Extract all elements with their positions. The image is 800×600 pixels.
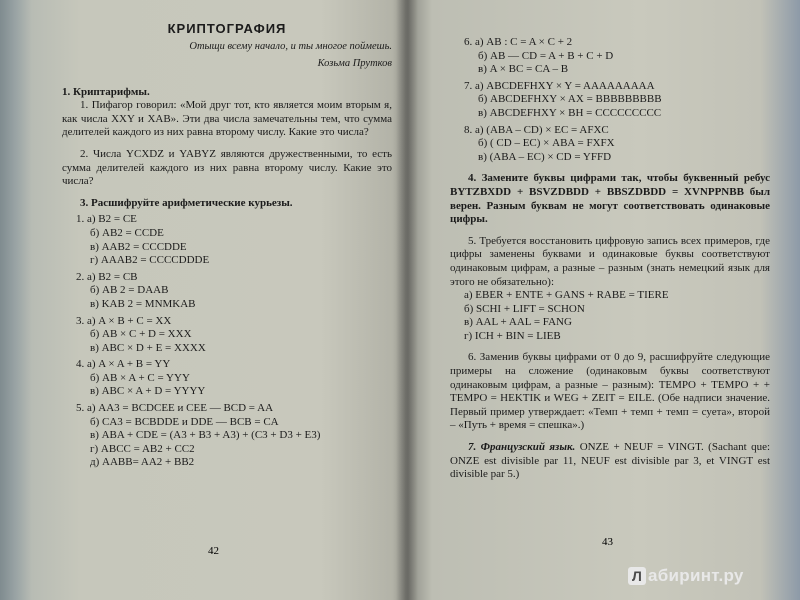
task-7 [450,441,770,482]
equation-line: 3. а) A × B + C = XX [76,314,172,327]
right-equation-groups [450,36,770,164]
equation-line: д) AABB= AA2 + BB2 [90,456,195,469]
book-spine [396,0,418,600]
equation-line: 7. а) ABCDEFHXY × Y = AAAAAAAAA [464,79,655,92]
equation-line: 5. а) AA3 = BCDCEE и CEE — BCD = AA [76,402,274,415]
left-equation-group [62,315,392,356]
left-page-number: 42 [208,545,219,557]
equation-line: 2. а) B2 = CB [76,270,138,283]
task-5-text: 5. Требуется восстановить цифровую запись всех примеров, где цифры заменены буквами и одинаковые буквы соответствуют одинаковым цифрам, а разные – разным (знать немецкий язык для этого не обязательно): [450,234,770,288]
equation-line: в) ABA + CDE = (A3 + B3 + A3) + (C3 + D3 + E3) [90,429,321,442]
equation-line: б) ABCDEFHXY × AX = BBBBBBBBB [478,93,662,106]
equation-line: б) CA3 = BCBDDE и DDE — BCB = CA [90,415,279,428]
right-equation-group [450,124,770,165]
task-7-text: ONZE + NEUF = VINGT. (Sachant que: ONZE est divisible par 11, NEUF est divisible par 3, et VINGT est divisible par 5.) [450,441,771,481]
equation-line: 8. а) (ABA – CD) × EC = AFXC [464,123,609,136]
right-page [450,0,770,482]
epigraph-quote: Отыщи всему начало, и ты многое поймешь. [189,40,392,52]
task-5-item: а) EBER + ENTE + GANS + RABE = TIERE [464,289,669,302]
task-5-item: в) AAL + AAL = FANG [464,316,572,329]
left-page [62,0,392,470]
equation-line: б) AB × A + C = YYY [90,371,190,384]
equation-line: 4. а) A × A + B = YY [76,358,171,371]
equation-line: в) A × BC = CA – B [478,63,569,76]
equation-line: г) ABCC = AB2 + CC2 [90,442,195,455]
watermark-logo-icon: Л [628,567,646,585]
section-heading: 1. Криптарифмы. [62,85,150,98]
equation-line: б) AB — CD = A + B + C + D [478,49,614,62]
equation-line: б) AB2 = CCDE [90,226,164,239]
equation-line: в) ABC × D + E = XXXX [90,341,206,354]
task-5-item: г) ICH + BIN = LIEB [464,329,561,342]
left-equation-group [62,213,392,267]
equation-line: б) AB 2 = DAAB [90,284,169,297]
task-3-text: 3. Расшифруйте арифметические курьезы. [80,196,293,209]
task-5-items [450,289,770,343]
equation-line: г) AAAB2 = CCCCDDDE [90,254,210,267]
right-equation-group [450,80,770,121]
page-title: КРИПТОГРАФИЯ [167,21,287,36]
equation-line: б) AB × C + D = XXX [90,328,192,341]
equation-line: в) ABC × A + D = YYYY [90,385,206,398]
equation-line: 1. а) B2 = CE [76,213,137,226]
watermark-text: абиринт.ру [648,566,744,585]
equation-line: 6. а) AB : C = A × C + 2 [464,36,573,48]
task-4-text: 4. Замените буквы цифрами так, чтобы буквенный ребус BYTZBXDD + BSVZDBDD + BBSZDBDD = XVNPPNBB был верен. Разным буквам не могут соответствовать одинаковые цифры. [450,172,770,226]
epigraph-author: Козьма Прутков [317,57,392,69]
watermark [628,566,744,586]
equation-line: б) ( CD – EC) × ABA = FXFX [478,137,615,150]
task-6-text: 6. Заменив буквы цифрами от 0 до 9, расшифруйте следующие примеры на сложение (одинаковым буквы соответствуют одинаковым цифрам, а разные – разным): TEMPO + TEMPO + + TEMPO = HEKTIK и WEG + ZEIT = EILE. (Обе надписи значение. Первый пример утверждает: «Темп + темп + темп = суета», второй – «Путь + время = спешка».) [450,351,770,432]
left-equation-group [62,271,392,312]
left-equation-group [62,358,392,399]
left-equation-groups [62,213,392,470]
task-5-item: б) SCHI + LIFT = SCHON [464,302,585,315]
right-equation-group [450,36,770,77]
equation-line: в) KAB 2 = MNMKAB [90,297,196,310]
task-7-heading: 7. Французский язык. [468,441,576,454]
task-1-text: 1. Пифагор говорил: «Мой друг тот, кто является моим вторым я, как числа XXY и XAB». Эти два числа замечательны тем, что сумма делителей каждого из них равна второму числу. Какие это числа? [62,99,392,139]
right-page-number: 43 [602,536,613,548]
equation-line: в) (ABA – EC) × CD = YFFD [478,150,612,163]
left-equation-group [62,402,392,470]
equation-line: в) AAB2 = CCCDDE [90,240,187,253]
task-2-text: 2. Числа YCXDZ и YABYZ являются дружественными, то есть сумма делителей каждого из них равна второму числу. Какие это числа? [62,147,392,188]
equation-line: в) ABCDEFHXY × BH = CCCCCCCCC [478,106,662,119]
